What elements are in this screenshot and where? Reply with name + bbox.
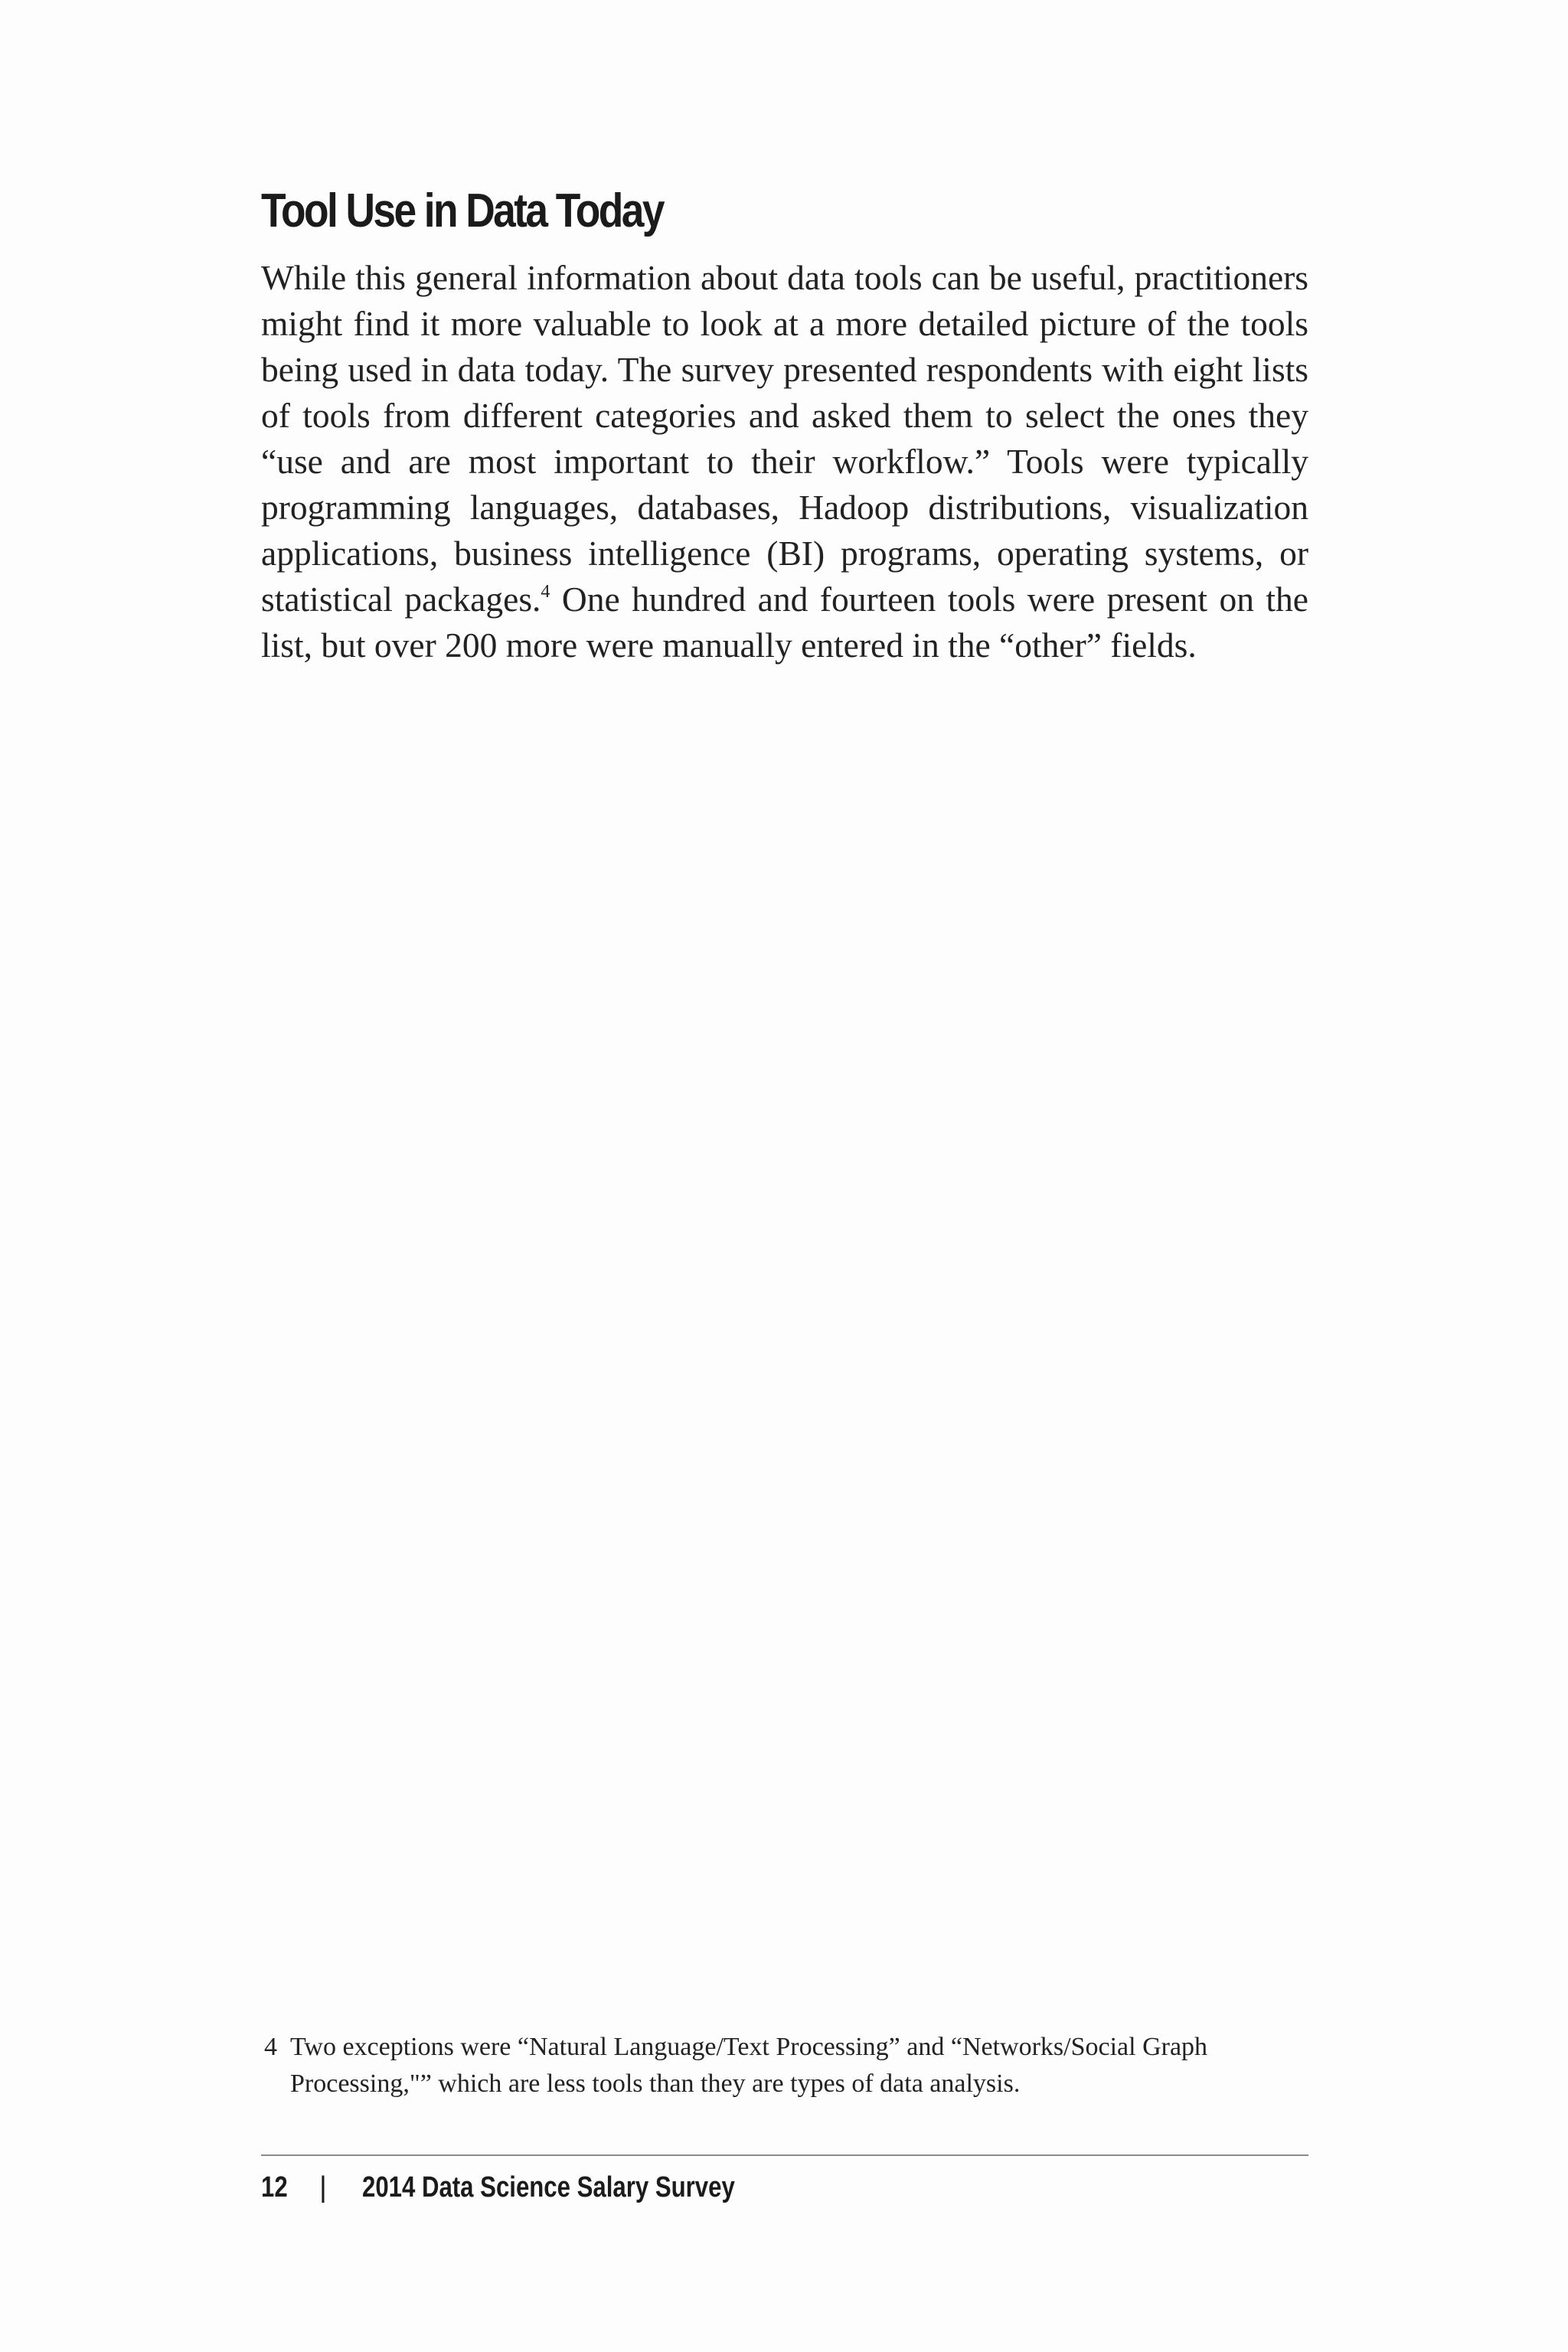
footer-book-title: 2014 Data Science Salary Survey — [362, 2171, 735, 2203]
paragraph-text-part-2: One hundred and fourteen tools were present on the list, but over 200 more were manually entered in the “other” fields. — [261, 580, 1308, 665]
page-footer — [261, 2168, 817, 2207]
footer-divider — [261, 2154, 1308, 2156]
body-paragraph — [261, 255, 1308, 668]
section-heading: Tool Use in Data Today — [261, 185, 663, 237]
footnote — [261, 2029, 1308, 2102]
footer-separator: | — [319, 2171, 327, 2203]
footnote-reference[interactable]: 4 — [541, 582, 550, 603]
footnote-text: Two exceptions were “Natural Language/Text Processing” and “Networks/Social Graph Processing,"” which are less tools than they are types of data analysis. — [290, 2033, 1208, 2098]
footnote-number: 4 — [264, 2033, 277, 2061]
main-content — [261, 184, 1308, 668]
footer-page-number: 12 — [261, 2171, 288, 2203]
paragraph-text-part-1: While this general information about data tools can be useful, practitioners might find it more valuable to look at a more detailed picture of the tools being used in data today. The survey presented respondents with eight lists of tools from different categories and asked them to select the ones they “use and are most important to their workflow.” Tools were typically programming languages, databases, Hadoop distributions, visualization applications, business intelligence (BI) programs, operating systems, or statistical packages. — [261, 258, 1308, 619]
